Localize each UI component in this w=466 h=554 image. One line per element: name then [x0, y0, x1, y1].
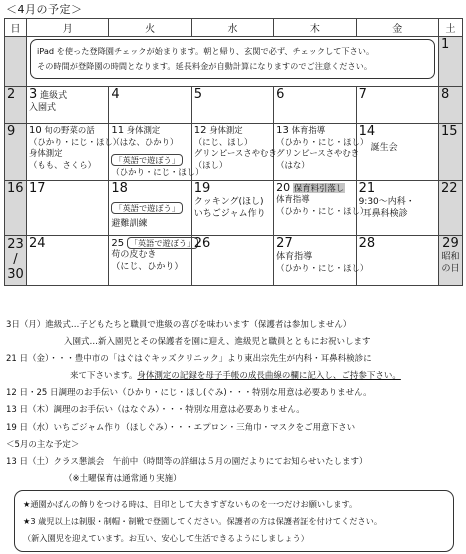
event-text: 苟の皮むき [111, 250, 157, 260]
day-number: 4 [111, 87, 120, 102]
note-line: 19 日（水）いちごジャム作り（ほしぐみ）・・・エプロン・三角巾・マスクをご用意下さい [6, 422, 356, 433]
note-line: （※土曜保育は通常通り実施） [64, 473, 182, 484]
day-number: 29 [442, 235, 459, 251]
day-cell-17 [27, 180, 109, 235]
note-line: 13 日（木）調理のお手伝い（はなぐみ）・・・特別な用意は必要ありません。 [6, 405, 305, 416]
day-number: 14 [358, 124, 376, 139]
event-text: 身体測定 [29, 148, 63, 158]
day-cell-1 [438, 37, 462, 87]
week-row-2 [5, 87, 463, 124]
note-line: 入園式…新入園児とその保護者を園に迎え、進級児と職員とともにお祝いします [64, 337, 371, 348]
event-text: クッキング(ほし) [193, 196, 264, 207]
day-number: 16 [7, 180, 24, 196]
english-play-badge: 「英語で遊ぼう」 [127, 237, 199, 249]
english-play-badge: 「英語で遊ぼう」 [111, 202, 183, 214]
event-text: （ひかり・にじ・ほし） [29, 136, 122, 147]
day-cell-4 [109, 87, 191, 124]
day-number: 22 [440, 180, 458, 196]
day-cell-24 [27, 235, 109, 285]
day-number: 6 [276, 87, 285, 102]
week-row-3 [5, 124, 463, 181]
header-wed: 水 [191, 19, 273, 37]
header-mon: 月 [27, 19, 109, 37]
note-line: 3日（月）進級式…子どもたちと職員で進級の喜びを味わいます（保護者は参加しません） [6, 320, 352, 330]
day-cell-23-30 [5, 235, 27, 285]
day-cell-15 [438, 124, 462, 181]
event-text: 体育指導 [276, 251, 313, 262]
header-sat: 土 [438, 19, 462, 37]
day-number: 27 [276, 235, 293, 251]
notice-line-1: iPad を使った登降園チェックが始まります。朝と帰り、玄関で必ず、チェックして下さい。 [37, 46, 375, 56]
underlined-instruction: 身体測定の記録を母子手帳の成長曲線の欄に記入し、ご持参下さい。 [137, 371, 401, 382]
day-cell-empty-sun [5, 37, 27, 87]
day-cell-25 [109, 235, 196, 285]
reminder-line: ★通園かばんの飾りをつける時は、目印として大きすぎないものを一つだけお願いします。 [23, 499, 358, 509]
week-row-1 [5, 37, 463, 87]
reminder-line: ★3 歳児以上は制服・制帽・制靴で登園してください。保護者の方は保護者証を付けてください。 [23, 516, 383, 526]
day-cell-12 [191, 124, 277, 181]
day-cell-10 [27, 124, 122, 181]
day-number: 24 [29, 235, 46, 251]
day-number: 19 [193, 180, 211, 196]
reminder-box [14, 490, 454, 552]
event-text: （ほし） [193, 159, 228, 170]
date-separator: / [13, 251, 18, 267]
event-text: 誕生会 [370, 143, 398, 153]
event-text: 避難訓練 [111, 218, 148, 229]
event-text: グリンピースさやむき [276, 148, 360, 158]
week-row-4 [5, 180, 463, 235]
day-cell-3 [27, 87, 109, 124]
note-line: 来て下さいます。身体測定の記録を母子手帳の成長曲線の欄に記入し、ご持参下さい。 [70, 371, 401, 382]
weekday-header-row [5, 19, 463, 37]
day-number: 26 [193, 235, 211, 251]
day-number: 8 [440, 87, 450, 102]
note-line: 12 日・25 日調理のお手伝い（ひかり・にじ・ほし(ぐみ)・・・特別な用意は必要ありません。 [6, 388, 372, 399]
day-cell-14 [356, 124, 438, 181]
day-cell-9 [5, 124, 27, 181]
event-text: 9:30～内科・ [358, 196, 415, 207]
day-cell-2 [5, 87, 27, 124]
day-cell-5 [191, 87, 273, 124]
day-cell-16 [5, 180, 27, 235]
event-text: 25 「英語で遊ぼう」 [111, 237, 188, 250]
day-number: 17 [29, 180, 46, 196]
day-cell-6 [274, 87, 356, 124]
day-cell-8 [438, 87, 462, 124]
event-text: 20 保育料引落し [276, 180, 345, 194]
event-text: いちごジャム作り [193, 208, 266, 219]
day-cell-22 [438, 180, 462, 235]
week-row-5 [5, 235, 463, 285]
event-text: （ひかり・にじ・ほし） [276, 136, 369, 147]
english-play-badge: 「英語で遊ぼう」 [111, 154, 183, 166]
note-line: 21 日（金）・・・豊中市の「はぐはぐキッズクリニック」より東出宗先生が内科・耳鼻科検診に [6, 354, 372, 365]
event-text: 耳鼻科検診 [362, 208, 408, 219]
page-title: ＜4月の予定＞ [6, 3, 83, 16]
may-schedule-heading: ＜5月の主な予定＞ [6, 439, 80, 450]
april-calendar [4, 18, 463, 286]
day-number: 7 [358, 87, 367, 102]
day-cell-29 [438, 235, 462, 285]
day-number: 3 進級式 [29, 87, 68, 102]
note-line: 13 日（土）クラス懇談会 午前中（時間等の詳細は５月の園だよりにてお知らせいたします） [6, 456, 368, 467]
day-cell-28 [356, 235, 438, 285]
holiday-label: 昭和 [441, 251, 460, 262]
event-text: （ひかり・にじ・ほし） [276, 205, 369, 216]
holiday-label: の日 [441, 263, 460, 274]
event-text: 10 旬の野菜の話 [29, 125, 95, 136]
day-number: 28 [358, 235, 376, 251]
day-cell-18 [109, 180, 191, 235]
event-text: グリンピースさやむき [193, 148, 277, 158]
day-number: 21 [358, 180, 376, 196]
header-sun: 日 [5, 19, 27, 37]
event-text: 13 体育指導 [276, 125, 326, 136]
event-text: 12 身体測定 [193, 125, 243, 136]
header-thu: 木 [274, 19, 356, 37]
notice-line-2: その時間が登降園の時間となります。延長料金が自動計算になりますのでご注意ください。 [37, 61, 373, 71]
day-number: 2 [7, 87, 16, 102]
day-cell-26 [191, 235, 273, 285]
fee-withdrawal-highlight: 保育料引落し [293, 182, 345, 193]
day-number: 1 [440, 37, 450, 52]
event-text: 11 身体測定 [111, 125, 161, 136]
day-number: 30 [7, 266, 24, 282]
event-text: 体育指導 [276, 194, 310, 204]
header-tue: 火 [109, 19, 191, 37]
day-number: 9 [7, 124, 16, 139]
header-fri: 金 [356, 19, 438, 37]
day-cell-11 [109, 124, 204, 181]
event-text: （にじ、ひかり） [111, 262, 184, 272]
day-number: 18 [111, 180, 128, 196]
day-number: 5 [193, 87, 203, 102]
day-number: 23 [7, 236, 24, 252]
notice-cell [27, 37, 439, 87]
ipad-notice [30, 39, 435, 79]
event-text: （にじ、ほし） [193, 136, 253, 147]
day-number: 15 [440, 124, 458, 139]
day-cell-21 [356, 180, 438, 235]
event-text: （はな、ひかり） [111, 136, 179, 147]
day-cell-19 [191, 180, 273, 235]
event-text: （ひかり・にじ・ほし） [111, 167, 204, 177]
event-text: （もも、さくら） [29, 159, 96, 170]
event-text: 入園式 [29, 103, 57, 113]
event-text: （はな） [276, 159, 310, 170]
reminder-line: （新入園児を迎えています。お互い、安心して生活できるようにしましょう） [23, 533, 309, 543]
event-text: （ひかり・にじ・ほし） [276, 262, 369, 273]
event-notes [6, 317, 462, 488]
day-cell-7 [356, 87, 438, 124]
